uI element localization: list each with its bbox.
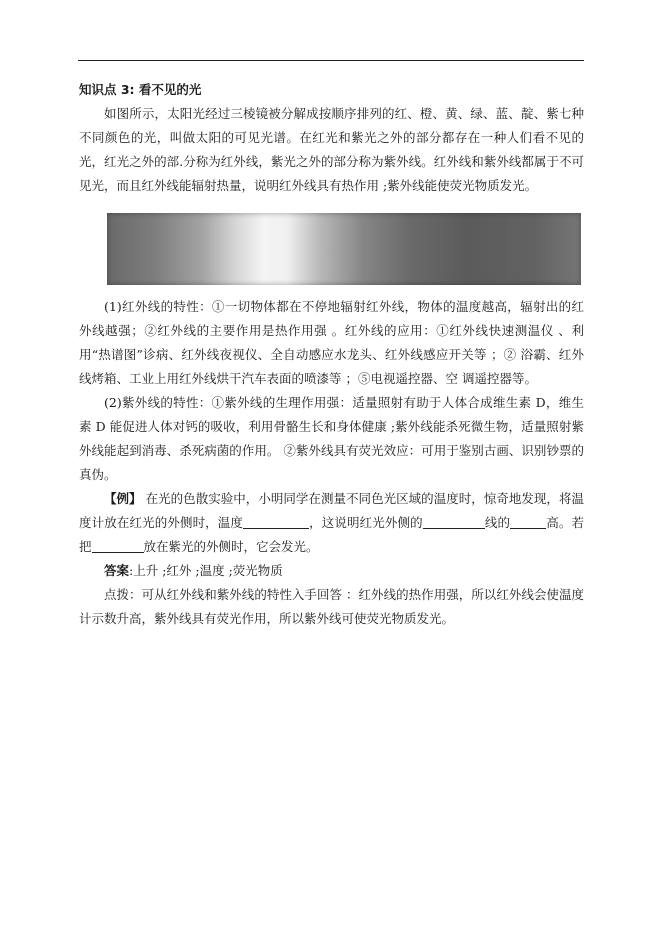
answer-paragraph (79, 559, 584, 583)
answer-blank-4[interactable] (92, 538, 144, 553)
example-paragraph (79, 487, 584, 559)
example-text-3: 线的 (484, 515, 511, 530)
answer-blank-2[interactable] (423, 514, 485, 529)
answer-label: 答案 (104, 563, 130, 578)
intro-paragraph: 如图所示，太阳光经过三棱镜被分解成按顺序排列的红、橙、黄、绿、蓝、靛、紫七种不同颜色的光，叫做太阳的可见光谱。在红光和紫光之外的部分都存在一种人们看不见的光，红光之外的部.分称为红外线，紫光之外的部分称为紫外线。红外线和紫外线都属于不可见光，而且红外线能辐射热量，说明红外线具有热作用 ;紫外线能使荧光物质发光。 (79, 106, 584, 193)
example-label: 【例】 (104, 491, 142, 506)
document-body (79, 78, 584, 631)
example-text-4: 高。若把 (79, 515, 584, 554)
section-heading: 知识点 3: 看不见的光 (79, 82, 202, 97)
example-text-5: 放在紫光的外侧时，它会发光。 (143, 539, 319, 554)
spectrum-image (107, 213, 581, 285)
infrared-paragraph: (1)红外线的特性：①一切物体都在不停地辐射红外线，物体的温度越高，辐射出的红外线越强；②红外线的主要作用是热作用强 。红外线的应用：①红外线快速测温仪 、利用“热谱图”诊病、红外线夜视仪、全自动感应水龙头、红外线感应开关等 ；② 浴霸、红外线烤箱、工业上用红外线烘干汽车表面的喷漆等 ；⑤电视遥控器、空 调遥控器等。 (79, 299, 584, 386)
answer-blank-3[interactable] (510, 514, 546, 529)
example-text-2: ，这说明红光外侧的 (309, 515, 423, 530)
tip-paragraph: 点拨：可从红外线和紫外线的特性入手回答 ：红外线的热作用强，所以红外线会使温度计示数升高，紫外线具有荧光作用，所以紫外线可使荧光物质发光。 (79, 587, 584, 626)
header-rule (78, 60, 584, 61)
answer-blank-1[interactable] (243, 514, 309, 529)
ultraviolet-paragraph: (2)紫外线的特性：①紫外线的生理作用强：适量照射有助于人体合成维生素 D，维生素 D 能促进人体对钙的吸收，利用骨骼生长和身体健康 ;紫外线能杀死微生物，适量照射紫外线能起到消毒、杀死病菌的作用。 ②紫外线具有荧光效应：可用于鉴别古画、识别钞票的真伪。 (79, 395, 584, 482)
example-text-1: 在光的色散实验中，小明同学在测量不同色光区域的温度时，惊奇地发现，将温度计放在红光的外侧时，温度 (79, 491, 584, 530)
answer-text: :上升 ;红外 ;温度 ;荧光物质 (129, 563, 283, 578)
